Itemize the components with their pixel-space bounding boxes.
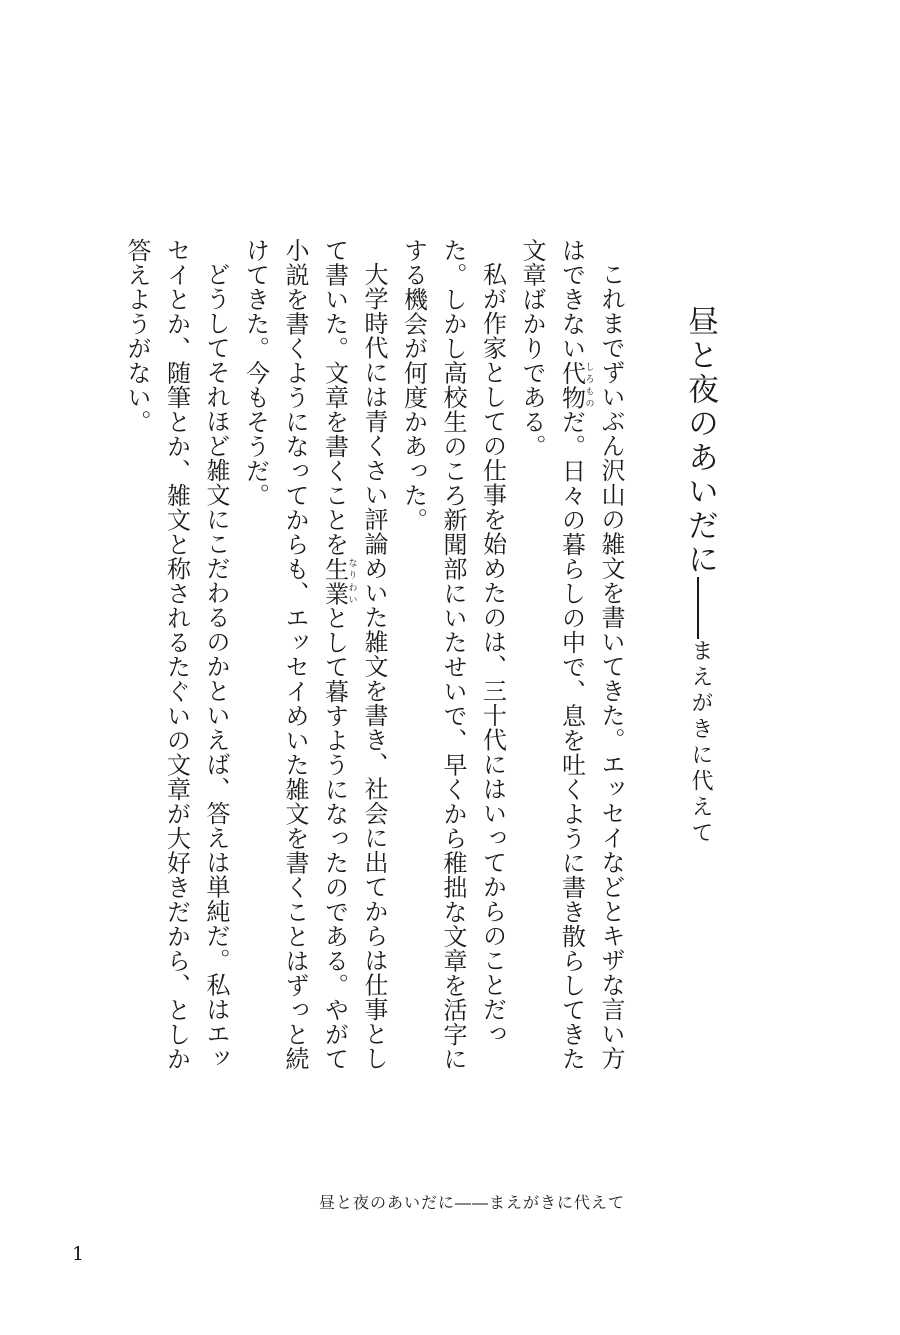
paragraph-4: どうしてそれほど雑文にこだわるのかといえば、答えは単純だ。私はエッセイとか、随筆とか、雑文と称されるたぐいの文章が大好きだから、としか答えようがない。 — [123, 238, 230, 1071]
running-head-sub: まえがきに代えて — [488, 1193, 625, 1212]
ruby-reading: なりわい — [346, 556, 357, 606]
chapter-title-main: 昼と夜のあいだに — [682, 305, 718, 577]
ruby-reading: しろもの — [583, 360, 594, 410]
paragraph-1 — [512, 238, 631, 1078]
ruby-base: 生業 — [320, 556, 349, 606]
ruby-nariwai — [320, 556, 357, 606]
running-head-main: 昼と夜のあいだに — [318, 1193, 455, 1212]
title-dash: ―― — [682, 577, 718, 639]
paragraph-2: 私が作家としての仕事を始めたのは、三十代にはいってからのことだった。しかし高校生のころ新聞部にいたせいで、早くから稚拙な文章を活字にする機会が何度かあった。 — [399, 238, 507, 1071]
paragraph-3 — [235, 238, 393, 1078]
paragraph-1-text-a: これまでずいぶん沢山の雑文を書いてきた。エッセイなどとキザな言い方はできない — [557, 238, 625, 1071]
chapter-subtitle: まえがきに代えて — [688, 639, 713, 847]
ruby-base: 代物 — [557, 360, 586, 410]
ruby-shiromono — [557, 360, 594, 410]
paragraph-3-text-a: 大学時代には青くさい評論めいた雑文を書き、社会に出てからは仕事として書いた。文章を書くことを — [320, 238, 388, 1071]
page-number: 1 — [72, 1243, 85, 1265]
chapter-title — [680, 305, 720, 865]
running-head-dash: ―― — [454, 1193, 489, 1212]
paragraph-3-text-b: として暮すようになったのである。やがて小説を書くようになってからも、エッセイめいた雑文を書くことはずっと続けてきた。今もそうだ。 — [241, 238, 349, 1071]
paragraph-1-text-b: だ。日々の暮らしの中で、息を吐くように書き散らしてきた文章ばかりである。 — [518, 238, 586, 1071]
body-text — [117, 238, 631, 1078]
running-head — [319, 1190, 625, 1213]
